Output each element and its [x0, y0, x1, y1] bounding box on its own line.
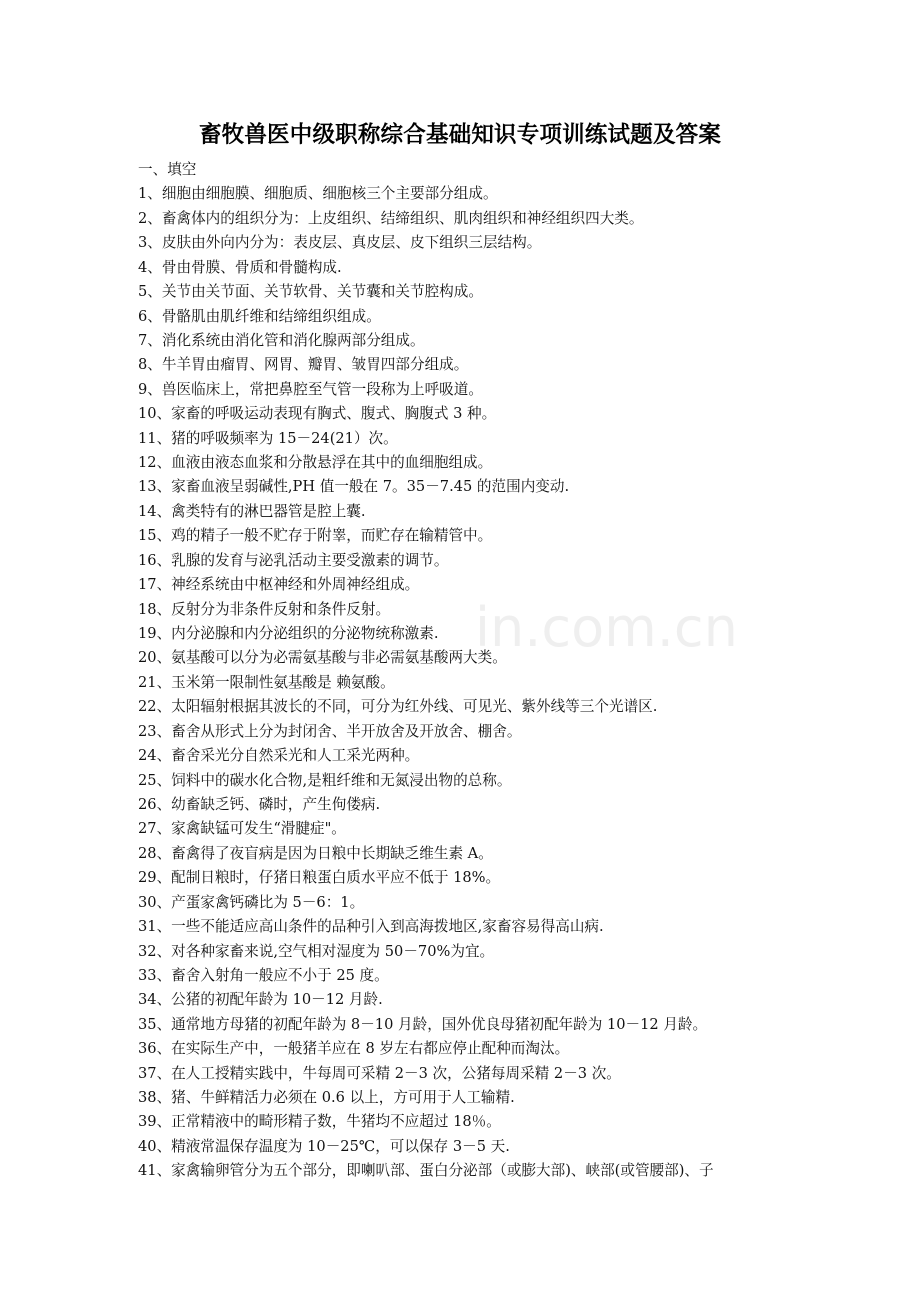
question-line-39: 39、正常精液中的畸形精子数，牛猪均不应超过 18％。 [138, 1113, 501, 1131]
question-line-10: 10、家畜的呼吸运动表现有胸式、腹式、胸腹式 3 种。 [138, 405, 497, 423]
watermark: in.com.cn [475, 596, 738, 659]
question-line-14: 14、禽类特有的淋巴器管是腔上囊. [138, 502, 366, 520]
question-line-15: 15、鸡的精子一般不贮存于附睾，而贮存在输精管中。 [138, 527, 493, 545]
question-line-1: 1、细胞由细胞膜、细胞质、细胞核三个主要部分组成。 [138, 185, 498, 203]
question-line-4: 4、骨由骨膜、骨质和骨髓构成. [138, 258, 342, 276]
question-line-21: 21、玉米第一限制性氨基酸是 赖氨酸。 [138, 673, 395, 691]
section-heading: 一、填空 [138, 161, 197, 178]
question-line-34: 34、公猪的初配年龄为 10－12 月龄. [138, 991, 383, 1009]
question-line-40: 40、精液常温保存温度为 10－25℃，可以保存 3－5 天. [138, 1137, 510, 1155]
question-line-29: 29、配制日粮时，仔猪日粮蛋白质水平应不低于 18%。 [138, 869, 501, 887]
question-line-23: 23、畜舍从形式上分为封闭舍、半开放舍及开放舍、棚舍。 [138, 722, 522, 740]
question-line-2: 2、畜禽体内的组织分为：上皮组织、结缔组织、肌肉组织和神经组织四大类。 [138, 209, 644, 227]
document-body [138, 158, 788, 1184]
question-line-19: 19、内分泌腺和内分泌组织的分泌物统称激素. [138, 625, 439, 643]
question-line-3: 3、皮肤由外向内分为：表皮层、真皮层、皮下组织三层结构。 [138, 234, 542, 252]
question-line-13: 13、家畜血液呈弱碱性,PH 值一般在 7。35－7.45 的范围内变动. [138, 478, 570, 496]
question-line-36: 36、在实际生产中，一般猪羊应在 8 岁左右都应停止配种而淘汰。 [138, 1040, 570, 1058]
question-line-22: 22、太阳辐射根据其波长的不同，可分为红外线、可见光、紫外线等三个光谱区. [138, 698, 658, 716]
question-line-33: 33、畜舍入射角一般应不小于 25 度。 [138, 966, 389, 984]
question-line-8: 8、牛羊胃由瘤胃、网胃、瓣胃、皱胃四部分组成。 [138, 356, 469, 374]
question-line-28: 28、畜禽得了夜盲病是因为日粮中长期缺乏维生素 A。 [138, 844, 493, 862]
question-line-37: 37、在人工授精实践中，牛每周可采精 2－3 次，公猪每周采精 2－3 次。 [138, 1064, 621, 1082]
question-line-41: 41、家禽输卵管分为五个部分，即喇叭部、蛋白分泌部（或膨大部)、峡部(或管腰部)、子 [138, 1162, 714, 1180]
question-line-6: 6、骨骼肌由肌纤维和结缔组织组成。 [138, 307, 381, 325]
question-line-20: 20、氨基酸可以分为必需氨基酸与非必需氨基酸两大类。 [138, 649, 507, 667]
question-line-17: 17、神经系统由中枢神经和外周神经组成。 [138, 576, 420, 594]
question-line-30: 30、产蛋家禽钙磷比为 5－6：1。 [138, 893, 365, 911]
question-line-9: 9、兽医临床上，常把鼻腔至气管一段称为上呼吸道。 [138, 380, 483, 398]
question-line-5: 5、关节由关节面、关节软骨、关节囊和关节腔构成。 [138, 283, 483, 301]
question-line-35: 35、通常地方母猪的初配年龄为 8－10 月龄，国外优良母猪初配年龄为 10－12 月龄。 [138, 1015, 708, 1033]
question-line-26: 26、幼畜缺乏钙、磷时，产生佝偻病. [138, 795, 381, 813]
question-line-18: 18、反射分为非条件反射和条件反射。 [138, 600, 391, 618]
question-line-12: 12、血液由液态血浆和分散悬浮在其中的血细胞组成。 [138, 454, 493, 472]
question-line-11: 11、猪的呼吸频率为 15－24(21）次。 [138, 429, 398, 447]
question-line-32: 32、对各种家畜来说,空气相对湿度为 50－70%为宜。 [138, 942, 495, 960]
question-line-25: 25、饲料中的碳水化合物,是粗纤维和无氮浸出物的总称。 [138, 771, 512, 789]
question-line-27: 27、家禽缺锰可发生“滑腱症"。 [138, 820, 346, 838]
question-line-38: 38、猪、牛鲜精活力必须在 0.6 以上，方可用于人工输精. [138, 1089, 515, 1107]
question-line-31: 31、一些不能适应高山条件的品种引入到高海拨地区,家畜容易得高山病. [138, 918, 604, 936]
question-line-7: 7、消化系统由消化管和消化腺两部分组成。 [138, 331, 425, 349]
question-line-24: 24、畜舍采光分自然采光和人工采光两种。 [138, 747, 420, 765]
question-line-16: 16、乳腺的发育与泌乳活动主要受激素的调节。 [138, 551, 449, 569]
document-title: 畜牧兽医中级职称综合基础知识专项训练试题及答案 [198, 122, 722, 148]
